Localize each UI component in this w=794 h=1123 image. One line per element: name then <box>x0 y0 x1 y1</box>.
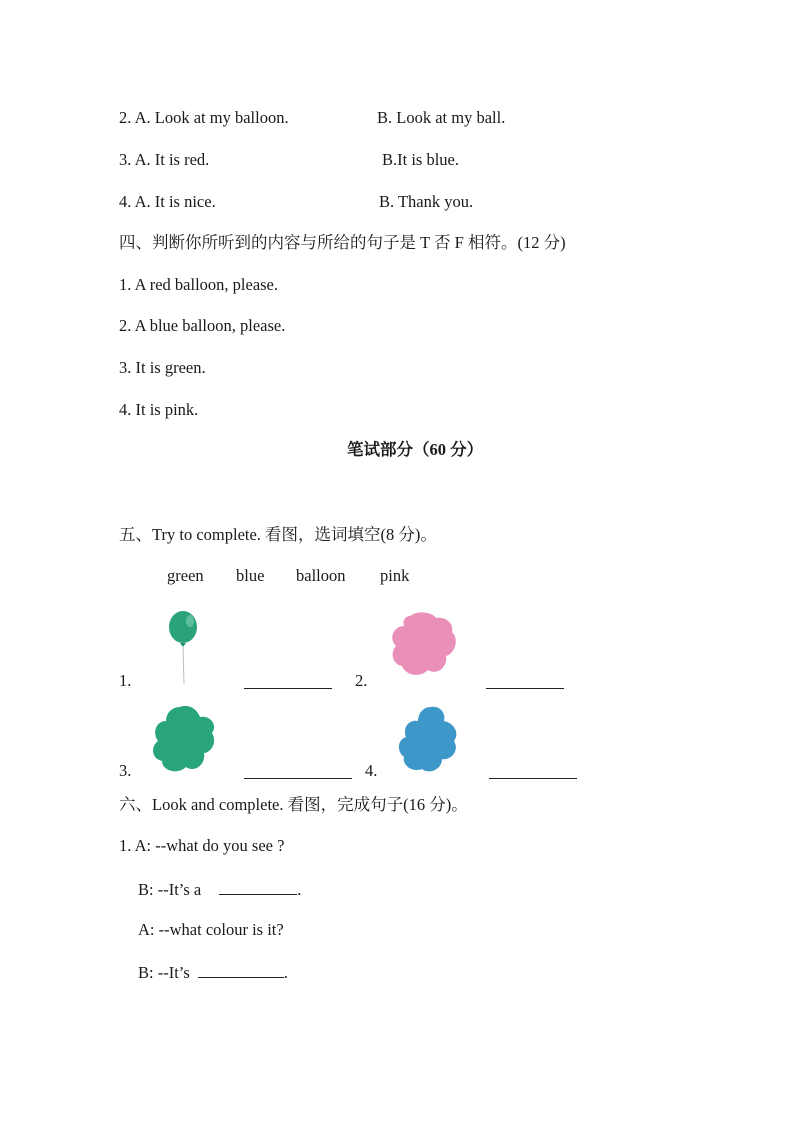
written-part-title: 笔试部分（60 分） <box>347 440 484 459</box>
option-b[interactable]: B.It is blue. <box>382 150 459 169</box>
judge-item-2: 2. A blue balloon, please. <box>119 316 286 335</box>
dialogue-line-2: B: --It’s a . <box>138 880 302 899</box>
fill-item-2-number: 2. <box>355 671 368 690</box>
judge-item-4: 4. It is pink. <box>119 400 199 419</box>
question-4: 4. A. It is nice. <box>119 192 216 211</box>
fill-item-4-number: 4. <box>365 761 378 780</box>
option-a[interactable]: A. It is nice. <box>134 192 216 211</box>
option-a[interactable]: A. It is red. <box>134 150 210 169</box>
blue-paint-splash-icon <box>396 703 462 775</box>
section-5-title: 五、Try to complete. 看图，选词填空(8 分)。 <box>119 525 437 544</box>
answer-blank-5[interactable] <box>219 878 297 895</box>
dialogue-line-1: 1. A: --what do you see ? <box>119 836 285 855</box>
answer-blank-2[interactable] <box>486 672 564 689</box>
green-balloon-icon <box>166 610 202 686</box>
green-paint-splash-icon <box>150 703 218 775</box>
dialogue-line-4: B: --It’s . <box>138 963 288 982</box>
word-bank-blue: blue <box>236 566 265 585</box>
word-bank-pink: pink <box>380 566 410 585</box>
dialogue-line-3: A: --what colour is it? <box>138 920 284 939</box>
fill-item-1-number: 1. <box>119 671 132 690</box>
pink-paint-splash-icon <box>388 610 460 680</box>
question-2: 2. A. Look at my balloon. <box>119 108 289 127</box>
option-a[interactable]: A. Look at my balloon. <box>134 108 289 127</box>
answer-blank-6[interactable] <box>198 961 284 978</box>
answer-blank-3[interactable] <box>244 762 352 779</box>
judge-item-3: 3. It is green. <box>119 358 206 377</box>
fill-item-3-number: 3. <box>119 761 132 780</box>
section-6-title: 六、Look and complete. 看图，完成句子(16 分)。 <box>119 795 468 814</box>
option-b[interactable]: B. Thank you. <box>379 192 474 211</box>
question-3: 3. A. It is red. <box>119 150 210 169</box>
word-bank-green: green <box>167 566 204 585</box>
judge-item-1: 1. A red balloon, please. <box>119 275 279 294</box>
word-bank-balloon: balloon <box>296 566 346 585</box>
option-b[interactable]: B. Look at my ball. <box>377 108 506 127</box>
answer-blank-1[interactable] <box>244 672 332 689</box>
section-4-title: 四、判断你所听到的内容与所给的句子是 T 否 F 相符。(12 分) <box>119 233 566 252</box>
answer-blank-4[interactable] <box>489 762 577 779</box>
